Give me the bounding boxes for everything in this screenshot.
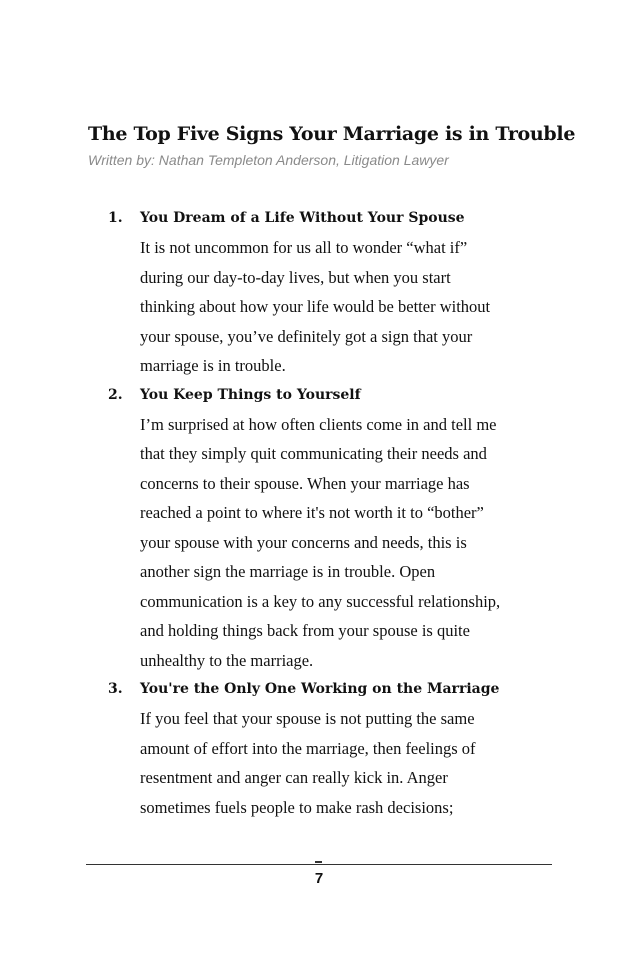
body-line: another sign the marriage is in trouble. Open <box>140 562 436 581</box>
body-line: resentment and anger can really kick in. Anger <box>140 768 448 787</box>
item-number: 1. <box>108 210 123 226</box>
body-line: communication is a key to any successful relationship, <box>140 591 501 611</box>
page-number: 7 <box>314 870 324 887</box>
list-item-1 <box>108 204 568 381</box>
body-line: It is not uncommon for us all to wonder “what if” <box>140 238 468 257</box>
signs-list <box>108 204 568 822</box>
body-line: during our day-to-day lives, but when you start <box>140 267 451 287</box>
body-line: and holding things back from your spouse is quite <box>140 621 470 640</box>
body-line: reached a point to where it's not worth it to “bother” <box>140 503 484 522</box>
body-line: unhealthy to the marriage. <box>140 650 314 670</box>
body-line: your spouse, you’ve definitely got a sign that your <box>140 326 473 346</box>
body-line: marriage is in trouble. <box>140 356 286 375</box>
body-line: your spouse with your concerns and needs, this is <box>140 532 467 552</box>
body-line: I’m surprised at how often clients come in and tell me <box>140 414 497 434</box>
footer-divider <box>86 864 552 865</box>
item-number: 3. <box>108 681 123 697</box>
list-item-2 <box>108 381 568 676</box>
author-byline: Written by: Nathan Templeton Anderson, Litigation Lawyer <box>88 152 449 168</box>
item-heading: You Dream of a Life Without Your Spouse <box>140 210 465 226</box>
body-line: thinking about how your life would be better without <box>140 297 491 316</box>
item-number: 2. <box>108 386 123 403</box>
body-line: concerns to their spouse. When your marriage has <box>140 473 470 493</box>
item-heading: You're the Only One Working on the Marriage <box>140 681 500 697</box>
body-line: sometimes fuels people to make rash decisions; <box>140 797 454 817</box>
body-line: If you feel that your spouse is not putting the same <box>140 709 475 728</box>
item-heading: You Keep Things to Yourself <box>140 386 361 403</box>
footer-divider-tick <box>315 861 322 863</box>
list-item-3 <box>108 675 568 822</box>
body-line: amount of effort into the marriage, then feelings of <box>140 738 476 758</box>
document-title: The Top Five Signs Your Marriage is in Trouble <box>88 123 576 145</box>
body-line: that they simply quit communicating their needs and <box>140 444 487 463</box>
